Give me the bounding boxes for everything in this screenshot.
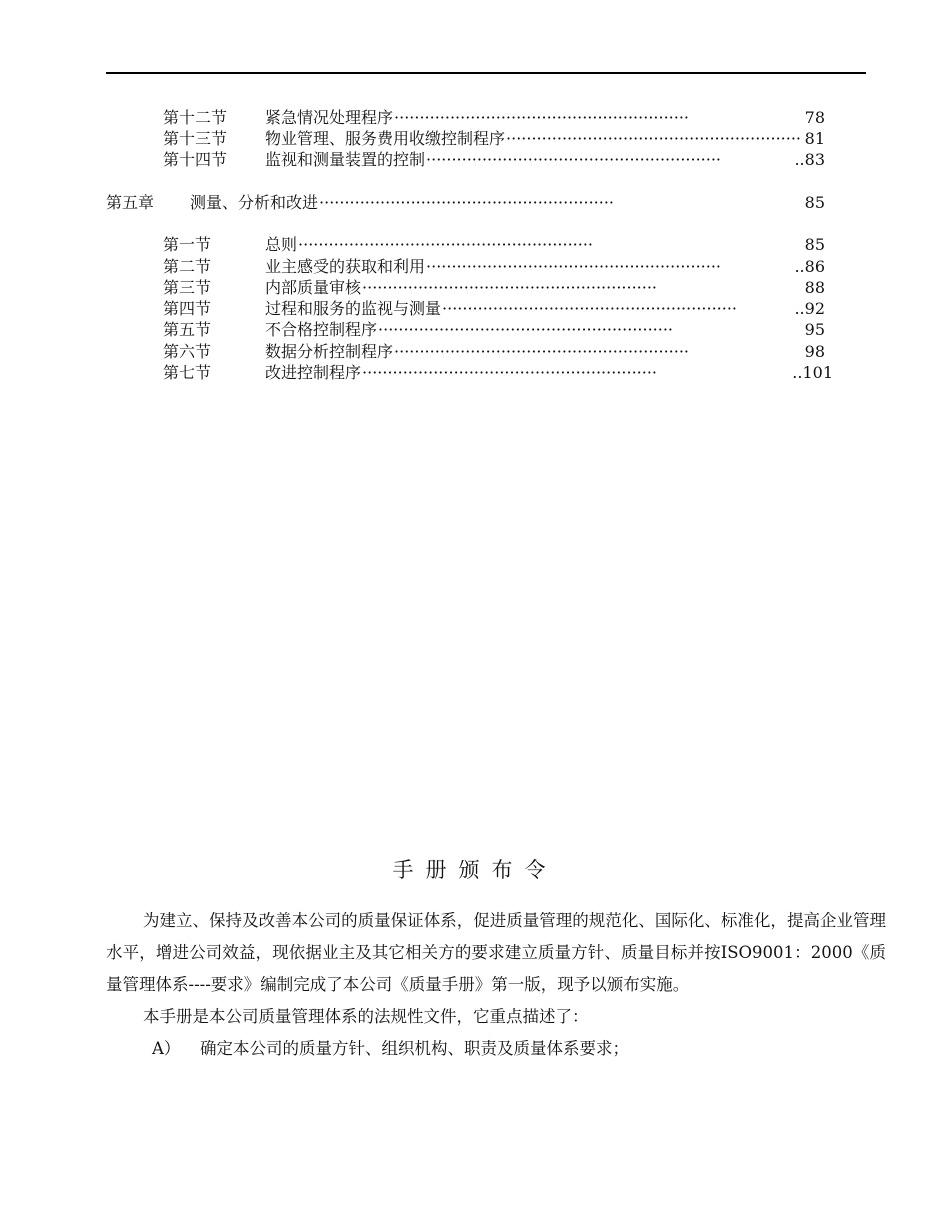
toc-page: 88 [804, 278, 825, 297]
toc-section: 第四节 [163, 299, 212, 318]
toc-page: 85 [804, 193, 825, 212]
toc-title: 不合格控制程序 [265, 320, 378, 339]
toc-leader: ·························································· [298, 235, 593, 254]
toc-title: 数据分析控制程序 [265, 342, 394, 361]
toc-chapter-entry [106, 192, 825, 213]
toc-section: 第三节 [163, 278, 212, 297]
toc-title: 总则 [265, 235, 298, 254]
toc-title: 物业管理、服务费用收缴控制程序 [265, 129, 506, 148]
decree-heading: 手册颁布令 [392, 858, 558, 882]
toc-section: 第十三节 [163, 129, 228, 148]
toc-entry [163, 319, 825, 340]
toc-title: 紧急情况处理程序 [265, 108, 394, 127]
toc-entry [163, 128, 825, 149]
toc-page: ..83 [794, 150, 825, 169]
toc-title: 内部质量审核 [265, 278, 362, 297]
toc-leader: ·························································· [426, 257, 721, 276]
toc-leader: ·························································· [394, 342, 689, 361]
toc-section: 第六节 [163, 342, 212, 361]
toc-section: 第十四节 [163, 150, 228, 169]
toc-entry [163, 107, 825, 128]
toc-entry [163, 256, 825, 277]
toc-page: 85 [804, 235, 825, 254]
toc-page: 81 [804, 129, 825, 148]
toc-leader: ·························································· [394, 108, 689, 127]
toc-title: 业主感受的获取和利用 [265, 257, 426, 276]
toc-page: 95 [804, 320, 825, 339]
toc-leader: ·························································· [319, 193, 614, 212]
toc-page: ..101 [792, 363, 833, 382]
toc-page: ..86 [794, 257, 825, 276]
toc-leader: ·························································· [378, 320, 673, 339]
toc-leader: ·························································· [426, 150, 721, 169]
decree-paragraph-2: 本手册是本公司质量管理体系的法规性文件，它重点描述了： [143, 1007, 589, 1026]
toc-section: 第七节 [163, 363, 212, 382]
top-rule [106, 72, 866, 74]
list-item-marker: A） [152, 1039, 181, 1058]
toc-entry [163, 341, 825, 362]
toc-section: 第二节 [163, 257, 212, 276]
toc-entry [163, 362, 833, 383]
toc-section: 第十二节 [163, 108, 228, 127]
toc-title: 改进控制程序 [265, 363, 362, 382]
toc-page: ..92 [794, 299, 825, 318]
toc-leader: ·························································· [362, 278, 657, 297]
toc-title: 监视和测量装置的控制 [265, 150, 426, 169]
decree-body [106, 905, 886, 1065]
toc-leader: ·························································· [442, 299, 737, 318]
toc-entry [163, 298, 825, 319]
toc-title: 测量、分析和改进 [190, 193, 319, 212]
decree-list-item-a [106, 1033, 886, 1065]
toc-leader: ·························································· [362, 363, 657, 382]
toc-chapter: 第五章 [106, 193, 155, 212]
list-item-text: 确定本公司的质量方针、组织机构、职责及质量体系要求； [200, 1039, 629, 1058]
toc-page: 78 [804, 108, 825, 127]
toc-entry [163, 234, 825, 255]
toc-leader: ·························································· [506, 129, 801, 148]
toc-entry [163, 277, 825, 298]
toc-entry [163, 149, 825, 170]
decree-paragraph-1: 为建立、保持及改善本公司的质量保证体系，促进质量管理的规范化、国际化、标准化，提高企业管理水平，增进公司效益，现依据业主及其它相关方的要求建立质量方针、质量目标并按ISO9001：2000《质量管理体系----要求》编制完成了本公司《质量手册》第一版，现予以颁布实施。 [106, 911, 886, 994]
toc-title: 过程和服务的监视与测量 [265, 299, 442, 318]
toc-section: 第一节 [163, 235, 212, 254]
toc-section: 第五节 [163, 320, 212, 339]
toc-page: 98 [804, 342, 825, 361]
